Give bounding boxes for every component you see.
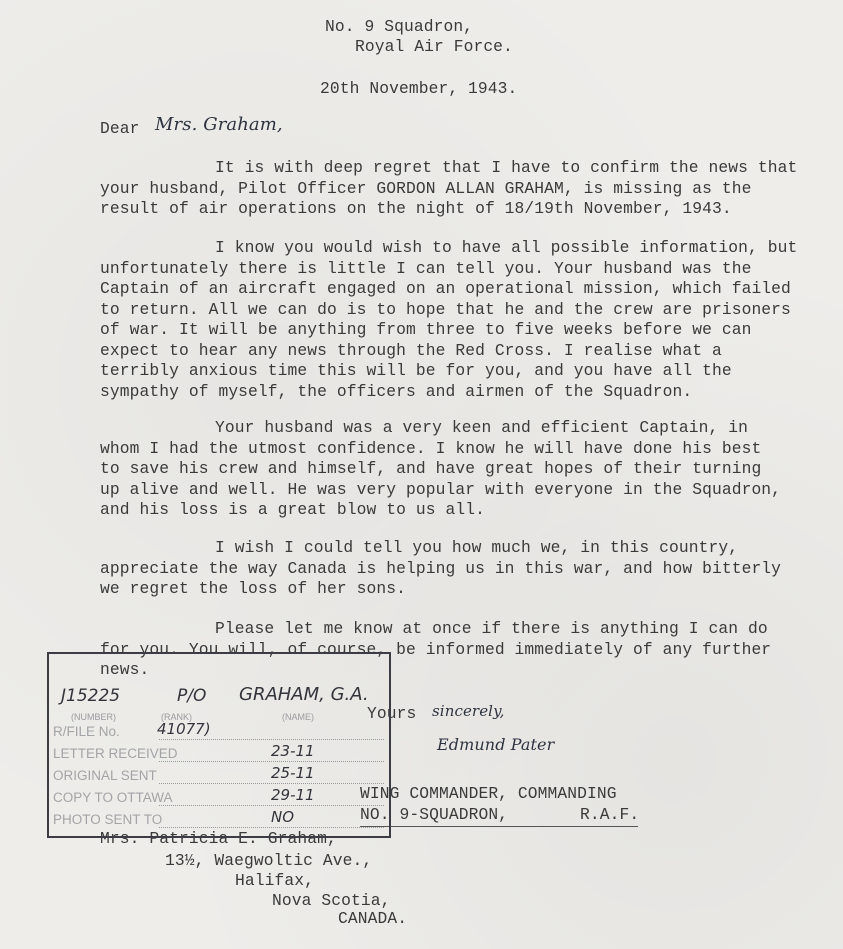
paragraph-2-line: expect to hear any news through the Red Cross. I realise what a	[100, 340, 722, 360]
paragraph-4-line: we regret the loss of her sons.	[100, 579, 406, 598]
paragraph-2-line: of war. It will be anything from three to five weeks before we can	[100, 320, 752, 339]
paragraph-3-line: to save his crew and himself, and have great hopes of their turning	[100, 459, 762, 478]
paragraph-2-line: terribly anxious time this will be for you, and you have all the	[100, 361, 732, 380]
stamp-row-dots	[159, 805, 384, 806]
stamp-row-label: LETTER RECEIVED	[53, 746, 178, 761]
signatory-title: WING COMMANDER, COMMANDING	[360, 784, 617, 803]
address-line: Mrs. Patricia E. Graham,	[100, 829, 337, 848]
paragraph-3-line: Your husband was a very keen and efficient Captain, in	[215, 418, 748, 437]
stamp-row-value: 29-11	[271, 786, 315, 804]
records-stamp	[47, 652, 391, 838]
stamp-number-label: (NUMBER)	[71, 712, 116, 722]
letter-date: 20th November, 1943.	[320, 79, 518, 98]
paragraph-2-line: sympathy of myself, the officers and airmen of the Squadron.	[100, 381, 693, 401]
paragraph-4-line: appreciate the way Canada is helping us in this war, and how bitterly	[100, 558, 782, 578]
paragraph-2-line: Captain of an aircraft engaged on an operational mission, which failed	[100, 279, 791, 298]
paragraph-1-line: result of air operations on the night of 18/19th November, 1943.	[100, 199, 732, 218]
stamp-row-value: 41077)	[157, 720, 211, 738]
stamp-name: GRAHAM, G.A.	[239, 684, 369, 705]
paragraph-3-line: and his loss is a great blow to us all.	[100, 500, 485, 519]
stamp-row-dots	[159, 739, 384, 740]
signature: Edmund Pater	[437, 735, 555, 754]
paragraph-5-line: news.	[100, 660, 150, 679]
paragraph-2-line: unfortunately there is little I can tell you. Your husband was the	[100, 258, 752, 278]
stamp-name-label: (NAME)	[282, 712, 314, 722]
paragraph-5-line: Please let me know at once if there is anything I can do	[215, 619, 768, 638]
signatory-unit: NO. 9-SQUADRON,	[360, 805, 509, 824]
stamp-row-dots	[159, 827, 384, 828]
stamp-number: J15225	[61, 686, 121, 706]
salutation-name: Mrs. Graham,	[155, 114, 283, 135]
salutation-prefix: Dear	[100, 119, 140, 138]
closing-yours: Yours	[367, 704, 417, 723]
paragraph-1-line: your husband, Pilot Officer GORDON ALLAN GRAHAM, is missing as the	[100, 178, 752, 198]
address-line: Nova Scotia,	[272, 891, 391, 910]
stamp-row-label: PHOTO SENT TO	[53, 812, 163, 827]
stamp-row-value: NO	[271, 808, 295, 826]
paragraph-4-line: I wish I could tell you how much we, in this country,	[215, 538, 739, 557]
signatory-raf: R.A.F.	[580, 805, 640, 824]
stamp-row-label: ORIGINAL SENT	[53, 768, 157, 783]
letterhead-raf: Royal Air Force.	[355, 37, 513, 56]
letterhead-squadron: No. 9 Squadron,	[325, 17, 474, 36]
address-line: CANADA.	[338, 909, 408, 928]
paragraph-2-line: to return. All we can do is to hope that he and the crew are prisoners	[100, 299, 791, 319]
paragraph-1-line: It is with deep regret that I have to confirm the news that	[215, 158, 798, 177]
paragraph-3-line: whom I had the utmost confidence. I know he will have done his best	[100, 438, 762, 458]
stamp-row-label: COPY TO OTTAWA	[53, 790, 173, 805]
paragraph-2-line: I know you would wish to have all possible information, but	[215, 238, 798, 257]
address-line: 13½, Waegwoltic Ave.,	[165, 851, 373, 870]
stamp-row-dots	[159, 761, 384, 762]
stamp-row-value: 25-11	[271, 764, 315, 782]
paragraph-5-line: for you. You will, of course, be informed immediately of any further	[100, 639, 772, 659]
address-line: Halifax,	[235, 871, 314, 890]
stamp-rank-label: (RANK)	[161, 712, 192, 722]
stamp-row-value: 23-11	[271, 742, 315, 760]
paragraph-3-line: up alive and well. He was very popular with everyone in the Squadron,	[100, 479, 782, 499]
stamp-rank: P/O	[177, 686, 207, 706]
stamp-row-label: R/FILE No.	[53, 724, 120, 739]
closing-sincerely: sincerely,	[432, 702, 505, 720]
stamp-row-dots	[159, 783, 384, 784]
signature-underline	[360, 826, 638, 827]
